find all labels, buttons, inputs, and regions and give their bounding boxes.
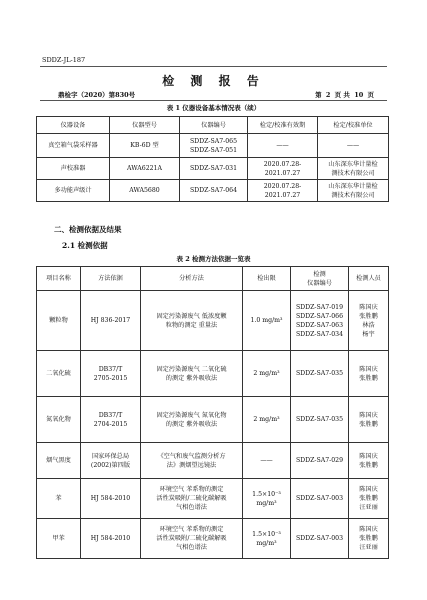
instrument-id-line: SDDZ-SA7-051 [189,146,238,154]
staff-line: 杨宇 [362,330,375,338]
validity-line: 2020.07.28- [263,160,302,168]
detection-limit: —— [243,443,291,479]
staff-line: 陈国庆 [359,526,378,533]
section-2-1-heading: 2.1 检测依据 [62,241,108,250]
staff-line: 张胜鹏 [359,461,378,469]
table-row [37,291,389,351]
instrument-name: 真空箱气袋采样器 [37,134,110,158]
report-number-rule [40,100,387,101]
method-basis [81,291,141,351]
unit-line: —— [346,142,360,149]
validity-line: 2021.07.27 [264,169,301,177]
staff-line: 张胜鹏 [359,312,378,320]
limit-line: mg/m³ [256,539,277,547]
analysis-method [141,351,243,397]
instrument-model: KB-6D 型 [110,134,180,158]
basis-line: 2705-2015 [93,374,128,382]
basis-line: 2704-2015 [93,420,128,428]
analysis-method [141,519,243,559]
device-id [291,479,349,519]
header-device-line: 仪器编号 [307,279,332,287]
basis-line: HJ 584-2010 [90,535,131,542]
instrument-table [36,116,389,202]
unit-line: 山东深东华计量检 [328,182,378,190]
staff [349,519,389,559]
instrument-model: AWA5680 [110,180,180,202]
validity-line: 2021.07.27 [264,191,301,199]
header-device-line: 检测 [313,270,326,278]
page-suffix: 页 [367,91,374,99]
device-id [291,351,349,397]
instrument-model: AWA6221A [110,158,180,180]
method-table [36,266,389,559]
staff-line: 张胜鹏 [359,495,378,502]
header-limit: 检出限 [243,267,291,291]
instrument-name: 声校准器 [37,158,110,180]
device-id [291,291,349,351]
method-line: 气相色谱法 [176,544,207,551]
table1-header-cell: 仪器型号 [110,117,180,134]
unit-line: 山东深东华计量检 [328,160,378,168]
item-name: 氮氧化物 [37,397,81,443]
staff-line: 林浩 [362,321,375,329]
method-basis [81,351,141,397]
basis-line: 国家环保总局 [91,452,130,460]
staff [349,397,389,443]
method-basis [81,479,141,519]
header-method: 分析方法 [141,267,243,291]
instrument-id [180,180,248,202]
calibration-unit [318,180,389,202]
page-current: 2 [325,91,331,99]
analysis-method [141,479,243,519]
report-title: 检 测 报 告 [162,74,265,88]
header-device [291,267,349,291]
table-row [37,519,389,559]
method-line: 法》测烟望远镜法 [166,461,217,469]
document-number: SDDZ-JL-187 [42,56,86,64]
staff-line: 张胜鹏 [359,420,378,428]
method-line: 固定污染源废气 二氧化硫 [156,365,227,373]
unit-line: 测技术有限公司 [331,169,375,177]
detection-limit [243,479,291,519]
detection-limit: 2 mg/m³ [243,351,291,397]
device-id [291,519,349,559]
detection-limit: 2 mg/m³ [243,397,291,443]
staff-line: 汪亚丽 [359,504,378,511]
basis-line: (2002)第四版 [90,461,131,469]
unit-line: 测技术有限公司 [331,191,375,199]
header-staff: 检测人员 [349,267,389,291]
page-mid: 页 共 [334,91,350,99]
method-line: 气相色谱法 [176,504,207,511]
device-id-line: SDDZ-SA7-066 [295,312,344,320]
method-basis [81,519,141,559]
staff-line: 陈国庆 [359,365,378,373]
instrument-name: 多功能声级计 [37,180,110,202]
device-id-line: SDDZ-SA7-035 [295,416,344,423]
table-row [37,134,389,158]
instrument-id-line: SDDZ-SA7-031 [189,165,238,172]
instrument-id-line: SDDZ-SA7-064 [189,187,238,194]
item-name: 颗粒物 [37,291,81,351]
limit-line: mg/m³ [256,499,277,507]
basis-line: DB37/T [98,365,123,373]
analysis-method [141,397,243,443]
method-line: 环境空气 苯系物的测定 [159,486,224,493]
device-id-line: SDDZ-SA7-003 [295,495,344,502]
staff-line: 陈国庆 [359,303,378,311]
limit-line: 1.5×10⁻³ [252,530,281,538]
header-item: 项目名称 [37,267,81,291]
calibration-unit [318,158,389,180]
table-row [37,443,389,479]
table2-caption: 表 2 检测方法依据一览表 [176,255,251,263]
analysis-method [141,443,243,479]
device-id-line: SDDZ-SA7-034 [295,330,344,338]
limit-line: 1.5×10⁻³ [252,490,281,498]
table1-header-cell: 仪器设备 [37,117,110,134]
analysis-method [141,291,243,351]
basis-line: DB37/T [98,411,123,419]
table1-header-row [37,117,389,134]
device-id-line: SDDZ-SA7-063 [295,321,344,329]
calibration-validity [248,180,318,202]
staff-line: 张胜鹏 [359,535,378,542]
item-name: 苯 [37,479,81,519]
instrument-id-line: SDDZ-SA7-065 [189,137,238,145]
validity-line: 2020.07.28- [263,182,302,190]
detection-limit [243,519,291,559]
method-line: 活性炭吸附/二硫化碳解吸 [156,495,227,502]
table-row [37,180,389,202]
method-line: 的测定 紫外吸收法 [165,374,218,382]
header-basis: 方法依据 [81,267,141,291]
staff-line: 陈国庆 [359,486,378,493]
table1-caption: 表 1 仪器设备基本情况表（续） [166,104,261,112]
method-line: 《空气和废气监测分析方 [157,452,226,460]
page-indicator [314,90,375,99]
validity-line: —— [276,142,289,149]
device-id [291,397,349,443]
device-id [291,443,349,479]
table1-header-cell: 仪器编号 [180,117,248,134]
staff [349,479,389,519]
instrument-id [180,158,248,180]
device-id-line: SDDZ-SA7-003 [295,535,344,542]
staff [349,291,389,351]
page-prefix: 第 [315,91,322,99]
staff-line: 张胜鹏 [359,374,378,382]
device-id-line: SDDZ-SA7-035 [295,370,344,377]
item-name: 甲苯 [37,519,81,559]
basis-line: HJ 836-2017 [90,317,131,324]
calibration-validity [248,134,318,158]
table2-header-row [37,267,389,291]
staff [349,351,389,397]
instrument-id [180,134,248,158]
method-basis [81,443,141,479]
table-row [37,158,389,180]
header-rule [40,66,387,67]
calibration-validity [248,158,318,180]
staff-line: 汪亚丽 [359,544,378,551]
page-total: 10 [354,91,364,99]
item-name: 烟气黑度 [37,443,81,479]
method-line: 环境空气 苯系物的测定 [159,526,224,533]
calibration-unit [318,134,389,158]
table1-header-cell: 检定/校准单位 [318,117,389,134]
item-name: 二氧化硫 [37,351,81,397]
method-line: 粒物的测定 重量法 [165,321,218,329]
method-basis [81,397,141,443]
staff-line: 陈国庆 [359,411,378,419]
report-number: 鼎检字（2020）第830号 [58,91,136,99]
table-row [37,351,389,397]
method-line: 活性炭吸附/二硫化碳解吸 [156,535,227,542]
method-line: 固定污染源废气 低浓度颗 [156,312,227,320]
section-2-heading: 二、检测依据及结果 [54,225,122,234]
method-line: 固定污染源废气 氮氧化物 [156,411,227,419]
table1-header-cell: 检定/校准有效期 [248,117,318,134]
device-id-line: SDDZ-SA7-029 [295,457,344,464]
method-line: 的测定 紫外吸收法 [165,420,218,428]
staff-line: 陈国庆 [359,452,378,460]
staff [349,443,389,479]
device-id-line: SDDZ-SA7-019 [295,303,344,311]
basis-line: HJ 584-2010 [90,495,131,502]
table-row [37,479,389,519]
detection-limit: 1.0 mg/m³ [243,291,291,351]
table-row [37,397,389,443]
